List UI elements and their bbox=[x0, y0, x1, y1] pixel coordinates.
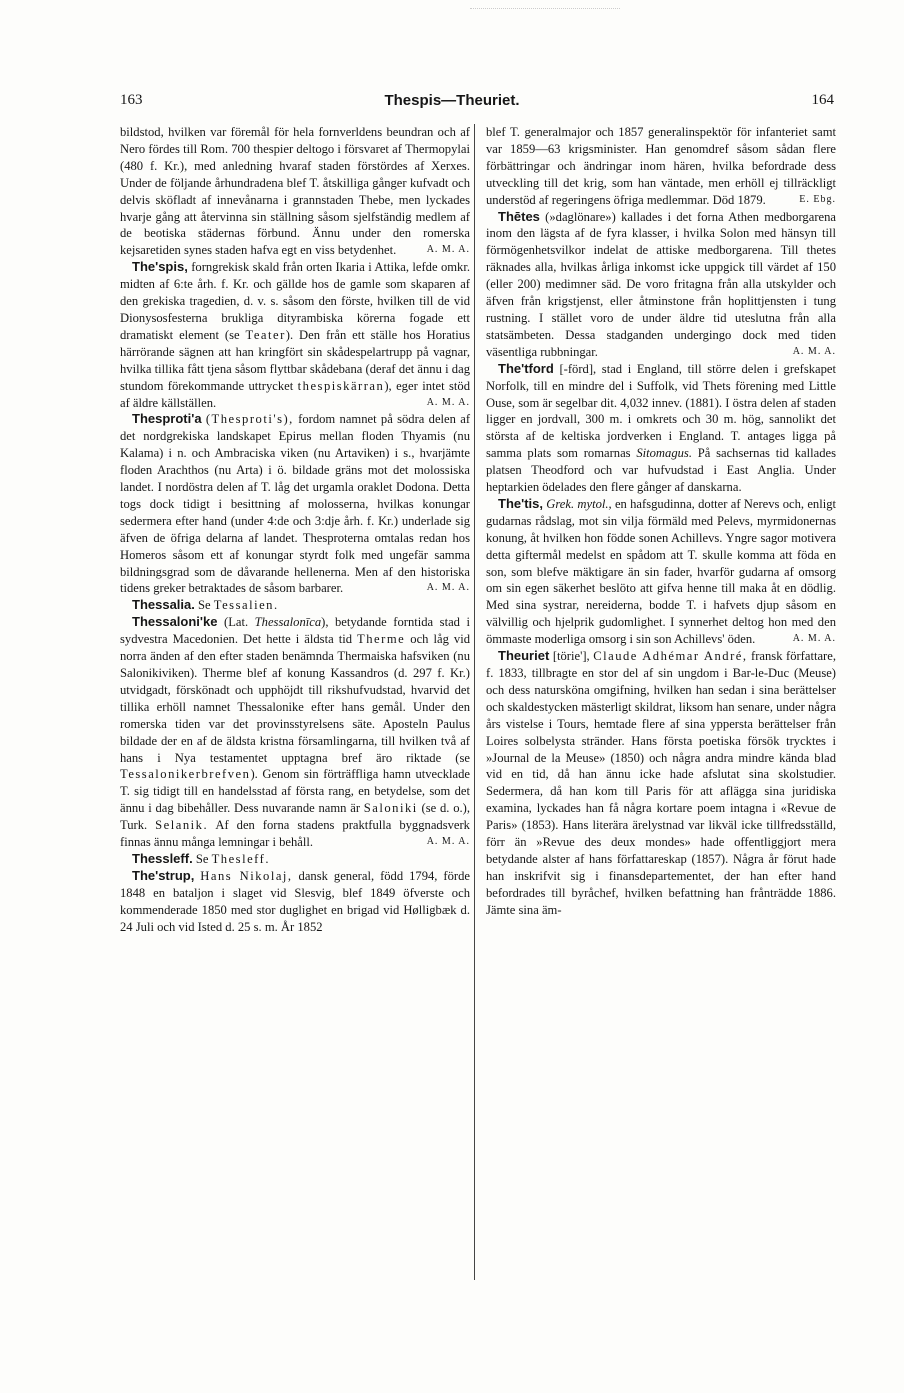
signature: A. M. A. bbox=[792, 633, 836, 645]
entry-thesprotia: Thesproti'a (Thesproti's), fordom namnet på södra delen af det nordgrekiska landskapet Epirus mellan floden Thyamis (nu Kalama) i n. och Ambraciska viken (nu Artaviken) i s., hvarjämte floden Arachthos (nu Arta) i ö. bildade gräns mot det molossiska landet. I nordöstra delen af T. låg det urgamla oraklet Dodona. Detta togs dock tidigt i besittning af molosserna, hvilkas konungar sedermera efter hand (under 4:de och 3:dje årh. f. Kr.) underlade sig äfven de öfriga delarna af landet. Thesproterna omtalas redan hos Homeros såsom ett af konungar styrdt folk med ungefär samma bildningsgrad som de dåvarande hellenerna. Men af den historiska tidens greker betraktades de såsom barbarer. A. M. A. bbox=[120, 411, 471, 596]
entry-thestrup: The'strup, Hans Nikolaj, dansk general, född 1794, förde 1848 en bataljon i slaget vid Slesvig, blef 1849 öfverste och kommenderade 1850 med stor duglighet en brigad vid Hølligbæk d. 24 Juli och vid Isted d. 25 s. m. År 1852 bbox=[120, 867, 470, 934]
entry-thessalia: Thessalia. Se Tessalien. bbox=[132, 597, 279, 613]
scan-artifact bbox=[470, 8, 620, 11]
entry-thessalonike: Thessaloni'ke (Lat. Thessalonīca), betydande forntida stad i sydvestra Macedonien. Det hette i äldsta tid Therme och låg vid norra änden af den efter staden benämnda Thermaiska hafsviken (nu Salonikiviken). Therme blef af konung Kassandros (d. 297 f. Kr.) utvidgadt, förskönadt och upphöjdt till rikshufvudstad, hvarvid det tillika erhöll namnet Thessalonike efter hans gemål. Under den romerska tiden var det provinsstyrelsens säte. Aposteln Paulus bildade der en af de äldsta kristna församlingarna, till hvilken två af hans i Nya testamentet upptagna bref äro riktade (se Tessalonikerbrefven). Genom sin förträffliga hamn utvecklade T. sig tidigt till en handelsstad af första rang, en betydelse, som det ännu i dag bibehåller. Dess nuvarande namn är Saloniki (se d. o.), Turk. Selanik. Af den forna stadens praktfulla byggnadsverk finnas ännu många lemningar i behåll. A. M. A. bbox=[120, 614, 470, 850]
entry-thespis: The'spis, forngrekisk skald från orten Ikaria i Attika, lefde omkr. midten af 6:te årh. f. Kr. och gällde hos de gamle som skaparen af den grekiska tragedien, d. v. s. såsom den förste, hvilken till de vid Dionysosfesterna brukliga dityrambiska körerna fogade ett dramatiskt element (se Teater). Den från ett ställe hos Horatius härrörande sägnen att han kringfört sin skådespelartrupp på vagnar, hvilka tillika fått tjena såsom flyttbar skådebana (deraf det ännu i dag stundom förekommande uttrycket thespiskärran), eger intet stöd af äldre källställen. A. M. A. bbox=[120, 259, 470, 410]
headword: The'strup, bbox=[132, 867, 195, 883]
cross-reference: Thesleff. bbox=[211, 851, 270, 866]
headword: Thessalia. bbox=[132, 597, 195, 613]
entry-thetis: The'tis, Grek. mytol., en hafsgudinna, dotter af Nerevs och, enligt gudarnas rådslag, mot sin vilja förmäld med Pelevs, myrmidonernas konung, åt hvilken hon födde sonen Achillevs. Yngre sagor motivera detta giftermål medelst en spådom att T. skulle komma att föda en son, som blefve mäktigare än sin fader, hvarför gudarna af omsorg om sin egen säkerhet beslöto att gifva henne till maka åt en dödlig. Med sina systrar, nereiderna, bodde T. i hafvets djup såsom en välvillig och hjelprik gudomlighet. I synnerhet deltog hon med den ömmaste moderliga omsorg i sin son Achillevs' öden. A. M. A. bbox=[486, 495, 837, 647]
paragraph-thespiai-continued: bildstod, hvilken var föremål för hela fornverldens beundran och af Nero fördes till Rom. 700 thespier deltogo i försvaret af Thermopylai (480 f. Kr.), med anledning hvaraf staden förstördes af Xerxes. Under de följande århundradena blef T. åtskilliga gånger kufvadt och delvis sköfladt af innevånarna i grannstaden Thebe, men lyckades hvarje gång att återvinna sin ställning såsom sjelfständig medlem af de beotiska städernas förbund. Ännu under den romerska kejsaretiden synes staden hafva egt en viss betydenhet. A. M. A. bbox=[120, 125, 470, 258]
left-column bbox=[120, 124, 470, 936]
right-column bbox=[486, 124, 836, 919]
cross-reference: Tessalien. bbox=[213, 598, 279, 613]
page-number-left: 163 bbox=[120, 92, 143, 108]
signature: A. M. A. bbox=[426, 396, 470, 408]
signature: A. M. A. bbox=[426, 836, 470, 848]
headword: The'spis, bbox=[132, 259, 188, 275]
signature: A. M. A. bbox=[426, 244, 470, 256]
headword: Thesproti'a bbox=[132, 411, 202, 427]
headword: Thessaloni'ke bbox=[132, 614, 218, 630]
page-header bbox=[0, 92, 904, 116]
paragraph-thestrup-continued: blef T. generalmajor och 1857 generalinspektör för infanteriet samt var 1859—63 krigsminister. Han genomdref såsom sådan flere förbättringar och ändringar inom hären, hvilka befordrade dess utveckling till det krig, som han väntade, men erhöll ej tillräckligt understöd af regeringens öfriga medlemmar. Död 1879. E. Ebg. bbox=[486, 125, 836, 207]
signature: E. Ebg. bbox=[799, 193, 836, 205]
page-number-right: 164 bbox=[811, 92, 834, 108]
cross-reference: Teater bbox=[245, 327, 286, 342]
signature: A. M. A. bbox=[792, 345, 836, 357]
headword: The'tford bbox=[498, 360, 554, 376]
signature: A. M. A. bbox=[426, 582, 470, 594]
headword: Thessleff. bbox=[132, 850, 193, 866]
headword: The'tis, bbox=[498, 495, 543, 511]
cross-reference: Tessalonikerbrefven bbox=[120, 767, 251, 782]
running-title: Thespis—Theuriet. bbox=[384, 92, 520, 109]
entry-thessleff: Thessleff. Se Thesleff. bbox=[132, 850, 270, 866]
cross-reference: Saloniki bbox=[363, 801, 418, 816]
column-divider bbox=[474, 124, 475, 1280]
headword: Thētes bbox=[498, 208, 540, 224]
entry-thetford: The'tford [-förd], stad i England, till större delen i grefskapet Norfolk, till en mindre del i Suffolk, vid Thets förening med Little Ouse, som är segelbar dit. 4,032 innev. (1881). I östra delen af staden ligger en jordvall, 300 m. i omkrets och 30 m. hög, sannolikt det största af de keltiska jordverken i England. T. antages ligga på samma plats som romarnas Sitomagus. På sachsernas tid kallades platsen Theodford och var hufvudstad i East Anglia. Under heptarkien ödelades den flere gånger af danskarna. bbox=[486, 360, 837, 495]
headword: Theuriet bbox=[498, 648, 550, 664]
entry-thetes: Thētes (»daglönare») kallades i det forna Athen medborgarena inom den lägsta af de fyra klasser, i hvilka Solon med hänsyn till förmögenhetsvilkor indelat de attiske medborgarena. Till thetes räknades alla, hvilkas årliga inkomst icke uppgick till värdet af 150 (eller 200) medimner säd. De voro fritagna från alla utskylder och äfven från krigstjenst, eller åtminstone från hoplittjensten i tung rustning. I stället voro de under äldre tid uteslutna från alla statsämbeten. Dessa stadganden undergingo dock med tiden väsentliga rubbningar. A. M. A. bbox=[486, 208, 836, 359]
entry-theuriet: Theuriet [törie'], Claude Adhémar André, fransk författare, f. 1833, tillbragte en stor del af sin ungdom i Bar-le-Duc (Meuse) och dess natursköna omgifning, hvilken han sedan i sina berättelser och skaldestycken mästerligt skildrat, liksom han senare, under några års vistelse i Tours, hemtade flere af sina yppersta berättelser från Loires solbelysta stränder. Hans första poetiska försök trycktes i »Journal de la Meuse» (1850) och några andra mindre kända blad vid en tid, då han ännu icke hade afslutat sina skolstudier. Sedermera, då han kom till Paris för att aflägga sina juridiska examina, lyckades han få några kortare poem intagna i «Revue de Paris» (1853). Hans literära ärelystnad var likväl icke tillfredsställd, förr än »Revue des deux mondes» hade offentliggjort mera betydande alster af hans författareskap (1857). Några år förut hade han inskrifvit sig i finansdepartementet, der han efter hand befordrades till byråchef, hvilken befattning han frånträdde 1886. Jämte sina äm- bbox=[486, 648, 836, 917]
